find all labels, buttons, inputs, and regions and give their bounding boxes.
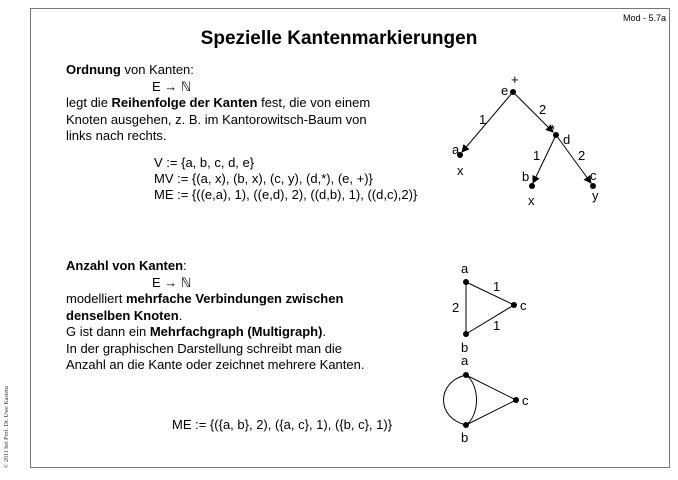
- section1-text: [66, 62, 370, 145]
- weighted-triangle-diagram: [440, 258, 540, 358]
- slide-number: Mod - 5.7a: [622, 13, 666, 23]
- multi-label-a: a: [461, 353, 469, 368]
- multi-node-c: [513, 397, 519, 403]
- section1-mapping: E → ℕ: [152, 78, 192, 94]
- tree-label-e: e: [501, 83, 509, 98]
- section1-heading-bold: Ordnung: [66, 62, 121, 77]
- tri-label-a: a: [461, 261, 469, 276]
- section1-line2: Knoten ausgehen, z. B. im Kantorowitsch-Baum von: [66, 111, 367, 127]
- tree-edge-e-a: [462, 92, 513, 152]
- section2-line3-bold: Mehrfachgraph (Multigraph): [149, 324, 323, 339]
- section2-mapping: E → ℕ: [152, 274, 192, 290]
- kantorowitsch-tree-diagram: [440, 70, 620, 210]
- multi-edge-a-c: [466, 375, 516, 400]
- tree-label-a: a: [452, 142, 460, 157]
- section2-text: [66, 258, 364, 374]
- tree-label-b: b: [522, 169, 530, 184]
- section1-line3: links nach rechts.: [66, 128, 167, 143]
- tri-label-b: b: [461, 340, 469, 355]
- multi-edge-b-c: [466, 400, 516, 425]
- section1-heading-rest: von Kanten:: [120, 62, 194, 77]
- tree-edge-label-d-b: 1: [533, 148, 541, 163]
- section2-line2-bold: denselben Knoten: [66, 307, 179, 323]
- section2-heading-bold: Anzahl von Kanten: [66, 258, 184, 273]
- tri-node-c: [511, 302, 517, 308]
- section2-line3-post: .: [322, 324, 327, 339]
- section1-line1-post: fest, die von einem: [257, 95, 371, 110]
- multi-label-b: b: [461, 430, 469, 445]
- section2-definition: [172, 417, 392, 433]
- section1-line1-bold: Reihenfolge der Kanten: [111, 95, 258, 110]
- def-v: V := {a, b, c, d, e}: [154, 155, 255, 170]
- multi-node-b: [463, 422, 469, 428]
- tree-node-e: [510, 89, 516, 95]
- multi-node-a: [463, 372, 469, 378]
- def-me-multigraph: ME := {({a, b}, 2), ({a, c}, 1), ({b, c}, 1)}: [172, 417, 393, 432]
- def-mv: MV := {(a, x), (b, x), (c, y), (d,*), (e, +)}: [154, 171, 373, 186]
- section2-line1-pre: modelliert: [66, 291, 126, 306]
- section1-definitions: [154, 155, 417, 203]
- multi-edge-a-b-right: [466, 375, 477, 425]
- tri-weight-b-c: 1: [493, 318, 501, 333]
- section2-line5: Anzahl an die Kante oder zeichnet mehrere Kanten.: [66, 357, 365, 372]
- section2-line1-bold: mehrfache Verbindungen zwischen: [125, 291, 344, 306]
- section2-line4: In der graphischen Darstellung schreibt man die: [66, 340, 343, 356]
- multi-edge-a-b-left: [444, 375, 467, 425]
- tree-mark-d: *: [550, 122, 556, 137]
- tri-label-c: c: [520, 298, 527, 313]
- multigraph-double-edge-diagram: [436, 350, 546, 450]
- tree-edge-d-c: [556, 135, 591, 183]
- tree-edge-e-d: [513, 92, 553, 132]
- tree-edge-label-e-d: 2: [539, 102, 547, 117]
- tri-edge-a-c: [466, 282, 514, 305]
- tree-mark-c: y: [592, 188, 599, 203]
- tree-edge-label-d-c: 2: [578, 148, 586, 163]
- tree-label-c: c: [590, 168, 597, 183]
- def-me-ordering: ME := {((e,a), 1), ((e,d), 2), ((d,b), 1), ((d,c),2)}: [154, 187, 418, 202]
- section2-heading-rest: :: [183, 258, 187, 273]
- tree-node-b: [529, 183, 535, 189]
- section2-line2-post: .: [178, 307, 183, 323]
- tree-mark-a: x: [457, 163, 464, 178]
- copyright-note: © 2011 bei Prof. Dr. Uwe Kastens: [4, 385, 10, 468]
- slide-title: Spezielle Kantenmarkierungen: [200, 28, 478, 49]
- tri-weight-a-b: 2: [452, 300, 460, 315]
- tri-node-a: [463, 279, 469, 285]
- section1-line1-pre: legt die: [66, 95, 112, 110]
- tri-edge-b-c: [466, 305, 514, 334]
- section2-line3-pre: G ist dann ein: [66, 324, 150, 339]
- multi-label-c: c: [522, 393, 529, 408]
- tree-mark-e: +: [511, 72, 519, 87]
- tri-weight-a-c: 1: [493, 279, 501, 294]
- tree-edge-label-e-a: 1: [479, 112, 487, 127]
- tree-label-d: d: [563, 132, 571, 147]
- tree-mark-b: x: [528, 193, 535, 208]
- tri-node-b: [463, 331, 469, 337]
